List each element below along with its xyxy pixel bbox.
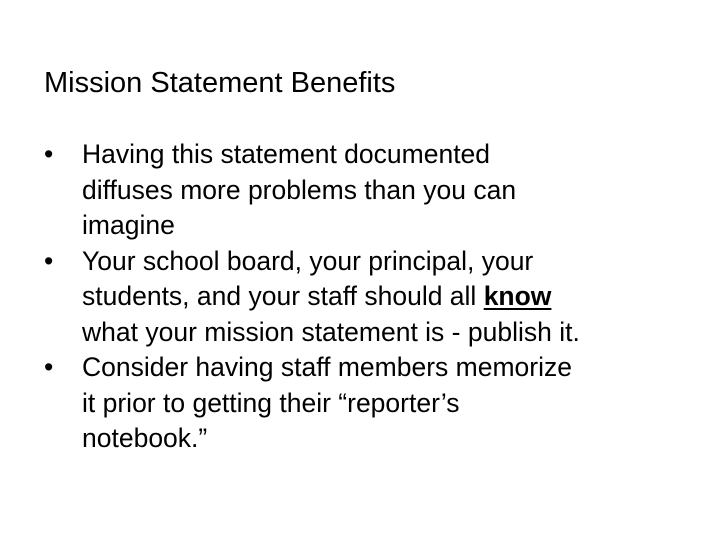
bullet-icon: • bbox=[44, 352, 54, 382]
bullet-item-1 bbox=[44, 137, 704, 244]
bullet-2-line-2 bbox=[82, 279, 704, 315]
bullet-item-3 bbox=[44, 350, 704, 457]
bullet-3-line-2: it prior to getting their “reporter’s bbox=[82, 387, 460, 418]
emphasis-word: know bbox=[483, 281, 552, 311]
bullet-2-line-2-text: students, and your staff should all bbox=[82, 281, 484, 311]
bullet-3-line-1: Consider having staff members memorize bbox=[82, 352, 572, 382]
slide-title: Mission Statement Benefits bbox=[44, 67, 396, 99]
bullet-1-line-1: Having this statement documented bbox=[82, 139, 491, 169]
bullet-item-2 bbox=[44, 244, 704, 351]
bullet-icon: • bbox=[44, 245, 54, 276]
bullet-2-line-1: Your school board, your principal, your bbox=[82, 245, 534, 276]
bullet-2-line-3: what your mission statement is - publish it. bbox=[82, 316, 580, 347]
bullet-icon: • bbox=[44, 139, 54, 169]
bullet-3-line-3: notebook.” bbox=[82, 423, 208, 453]
bullet-list bbox=[44, 137, 704, 457]
bullet-1-line-2: diffuses more problems than you can bbox=[82, 174, 517, 205]
bullet-1-line-3: imagine bbox=[82, 210, 175, 240]
